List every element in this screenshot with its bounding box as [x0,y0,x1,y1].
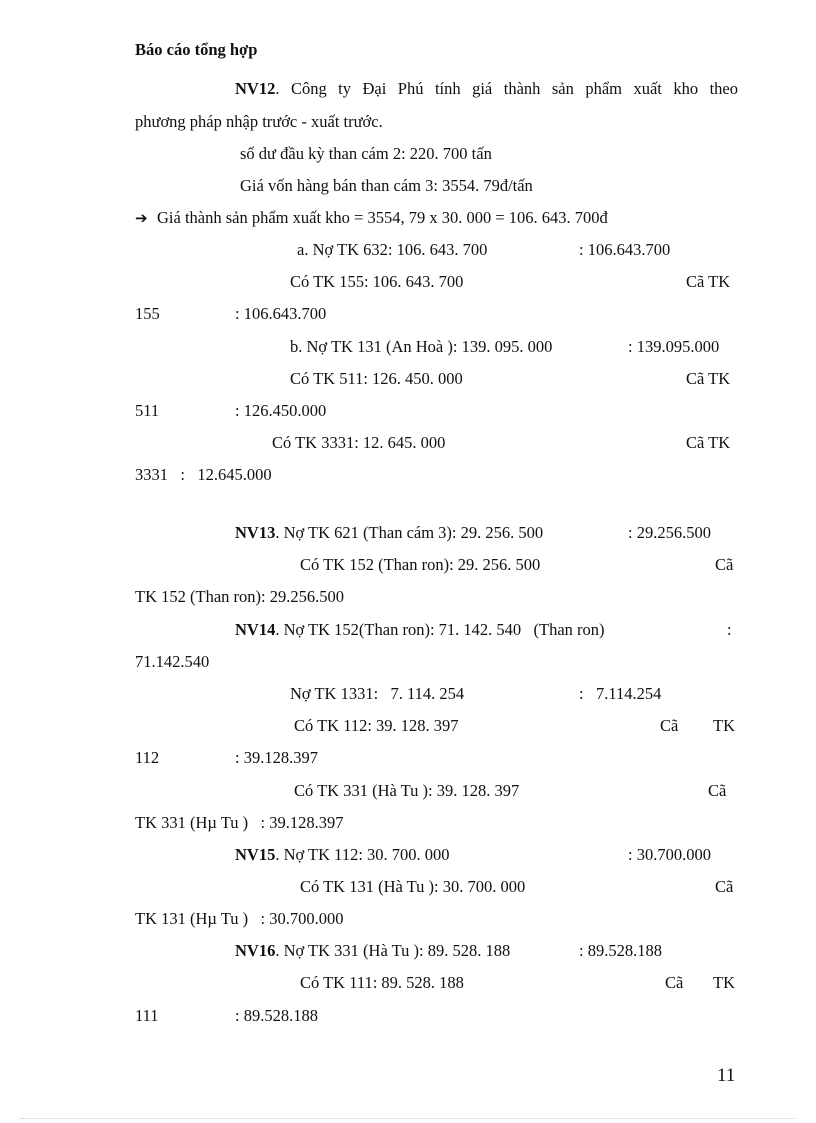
nv12-b-debit: b. Nợ TK 131 (An Hoà ): 139. 095. 000 [290,337,553,356]
nv12-b-credit-1-value: : 126.450.000 [235,401,327,420]
nv14-debit-text: . Nợ TK 152(Than ron): 71. 142. 540 (Than ron) [275,620,605,639]
nv12-a-account: 155 [135,304,160,323]
nv12-a-credit-tk: Cã TK [686,272,731,291]
nv14-account-1: 112 [135,748,160,767]
nv12-b-credit-2-line: 3331 : 12.645.000 [135,465,272,484]
nv16-credit: Có TK 111: 89. 528. 188 [300,973,464,992]
nv15-debit-value: : 30.700.000 [628,845,711,864]
nv12-label: NV12 [235,79,276,98]
nv16-debit-value: : 89.528.188 [579,941,662,960]
nv16-credit-tk: TK [713,973,735,992]
nv14-credit-2-line: TK 331 (Hµ Tu ) : 39.128.397 [135,813,344,832]
nv15-debit-text: . Nợ TK 112: 30. 700. 000 [275,845,450,864]
nv12-a-credit: Có TK 155: 106. 643. 700 [290,272,464,291]
nv14-debit-colon: : [727,620,732,639]
nv14-label: NV14 [235,620,276,639]
nv14-credit-2-tk: Cã [708,781,727,800]
nv12-opening-balance: số dư đầu kỳ than cám 2: 220. 700 tấn [240,144,492,163]
nv14-debit-2-value: : 7.114.254 [579,684,662,703]
nv12-a-credit-value: : 106.643.700 [235,304,327,323]
nv16-label: NV16 [235,941,276,960]
nv13-label: NV13 [235,523,276,542]
nv14-credit-1-tk: TK [713,716,735,735]
nv13-debit-text: . Nợ TK 621 (Than cám 3): 29. 256. 500 [275,523,544,542]
page-bottom-divider [20,1118,796,1119]
nv12-cost-price: Giá vốn hàng bán than cám 3: 3554. 79đ/tấn [240,176,533,195]
nv15-debit [235,845,450,865]
nv12-intro-line2: phương pháp nhập trước - xuất trước. [135,112,383,131]
nv14-debit [235,620,605,640]
nv15-credit-tk: Cã [715,877,734,896]
nv12-b-credit-2: Có TK 3331: 12. 645. 000 [272,433,446,452]
page-number: 11 [717,1065,736,1086]
nv12-a-debit: a. Nợ TK 632: 106. 643. 700 [297,240,488,259]
nv16-debit [235,941,510,961]
nv12-intro-text: . Công ty Đại Phú tính giá thành sản phẩm xuất kho theo [275,79,738,98]
nv12-b-account-1: 511 [135,401,160,420]
nv15-credit: Có TK 131 (Hà Tu ): 30. 700. 000 [300,877,526,896]
nv14-credit-1-c: Cã [660,716,679,735]
nv14-credit-1-value: : 39.128.397 [235,748,318,767]
nv12-b-debit-value: : 139.095.000 [628,337,720,356]
nv16-credit-c: Cã [665,973,684,992]
nv14-credit-2: Có TK 331 (Hà Tu ): 39. 128. 397 [294,781,520,800]
nv14-debit-2: Nợ TK 1331: 7. 114. 254 [290,684,465,703]
nv16-credit-value: : 89.528.188 [235,1006,318,1025]
nv16-account: 111 [135,1006,159,1025]
nv15-label: NV15 [235,845,276,864]
nv15-credit-line: TK 131 (Hµ Tu ) : 30.700.000 [135,909,344,928]
nv13-credit-tk: Cã [715,555,734,574]
nv14-debit-value: 71.142.540 [135,652,210,671]
nv12-b-credit-1-tk: Cã TK [686,369,731,388]
nv12-a-debit-value: : 106.643.700 [579,240,671,259]
nv12-formula-text: Giá thành sản phẩm xuất kho = 3554, 79 x 30. 000 = 106. 643. 700đ [157,208,608,227]
page-title: Báo cáo tổng hợp [135,40,258,59]
nv16-debit-text: . Nợ TK 331 (Hà Tu ): 89. 528. 188 [275,941,511,960]
arrow-right-icon: ➔ [135,209,148,227]
nv12-intro [235,79,738,99]
nv13-credit-line: TK 152 (Than ron): 29.256.500 [135,587,344,606]
nv12-b-credit-1: Có TK 511: 126. 450. 000 [290,369,463,388]
nv12-formula [135,208,608,228]
nv13-debit [235,523,543,543]
nv13-credit: Có TK 152 (Than ron): 29. 256. 500 [300,555,541,574]
nv12-b-credit-2-tk: Cã TK [686,433,731,452]
nv14-credit-1: Có TK 112: 39. 128. 397 [294,716,459,735]
nv13-debit-value: : 29.256.500 [628,523,711,542]
